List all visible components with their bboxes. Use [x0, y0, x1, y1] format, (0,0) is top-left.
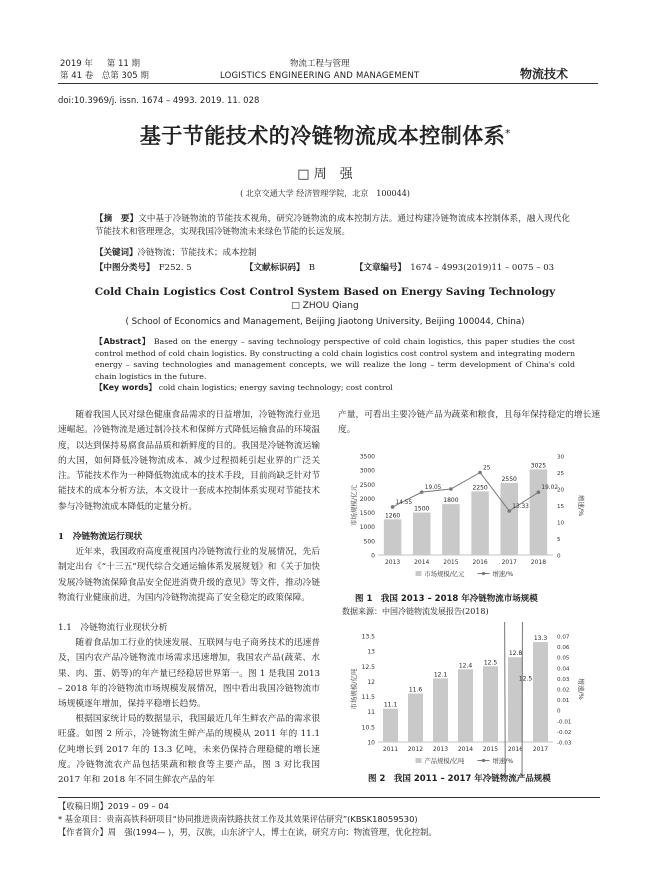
legend-bar-swatch [416, 571, 422, 576]
article-no [355, 262, 554, 275]
title-footnote-mark: * [505, 128, 511, 140]
bar [501, 483, 519, 555]
keywords-en-text: cold chain logistics; energy saving technology; cost control [158, 383, 393, 392]
legend-line-marker [482, 759, 485, 762]
legend-bar-label: 市场规模/亿元 [424, 571, 465, 578]
bar [483, 666, 498, 742]
x-tick-label: 2016 [507, 746, 524, 753]
affiliation: ( 北京交通大学 经济管理学院，北京 100044) [240, 189, 410, 198]
y-right-tick-label: 5 [557, 537, 561, 543]
y-right-tick-label: 0.02 [557, 687, 570, 694]
section-heading-1-1: 1.1 冷链物流行业现状分析 [58, 623, 168, 633]
doi: doi:10.3969/j. issn. 1674 – 4993. 2019. 11. 028 [58, 96, 260, 106]
y-right-tick-label: -0.03 [557, 740, 572, 747]
clc-label: 【中图分类号】 [95, 263, 151, 273]
footnote-rule [58, 797, 600, 798]
received-date: 【收稿日期】2019 – 09 – 04 [58, 801, 169, 811]
x-tick-label: 2014 [457, 746, 474, 753]
bar [533, 642, 548, 742]
legend-line-marker [482, 572, 485, 575]
y-left-tick-label: 0 [371, 552, 375, 560]
y-left-tick-label: 12 [367, 678, 375, 686]
x-tick-label: 2017 [532, 746, 549, 753]
y-left-tick-label: 13 [367, 648, 375, 656]
keywords-en-label: 【Key words】 [95, 383, 157, 392]
growth-point [391, 505, 395, 509]
abstract-en-text: Based on the energy – saving technology perspective of cold chain logistics, this paper studies the cost control method of cold chain logistics. By constructing a cold chain logistics cost control system and integrating modern energy – saving technologies and management concepts, we will realize the long – term development of China's cold chain logistics in the future. [95, 337, 575, 381]
x-tick-label: 2018 [530, 559, 547, 566]
bar-data-label: 12.1 [433, 671, 448, 679]
footnotes [58, 800, 437, 839]
figure-1-plot [349, 454, 586, 579]
y-left-tick-label: 1000 [359, 524, 375, 532]
y-right-tick-label: 0.07 [557, 634, 570, 641]
growth-data-label: 25 [483, 465, 491, 472]
keywords-cn-text: 冷链物流；节能技术；成本控制 [137, 248, 257, 258]
x-tick-label: 2015 [443, 559, 459, 566]
abstract-en [95, 336, 575, 382]
y-left-tick-label: 11.5 [361, 694, 375, 702]
y-left-tick-label: 12.5 [361, 663, 375, 671]
y-right-tick-label: 0 [557, 708, 561, 715]
issue-line: 2019 年 第 11 期 [60, 59, 140, 69]
y-right-tick-label: 0 [557, 553, 561, 560]
y-left-tick-label: 3000 [359, 467, 375, 475]
y-right-tick-label: 10 [557, 520, 565, 527]
article-no-label: 【文章编号】 [355, 263, 402, 273]
journal-en: LOGISTICS ENGINEERING AND MANAGEMENT [220, 71, 420, 81]
header-rule [58, 83, 598, 84]
bar-data-label: 13.3 [533, 635, 548, 643]
growth-point [420, 490, 424, 494]
y-right-axis-title: 增速/% [577, 494, 585, 517]
column-name: 物流技术 [520, 67, 569, 81]
growth-point [507, 509, 511, 513]
legend-bar-swatch [416, 758, 422, 763]
growth-point [449, 487, 453, 491]
bar-data-label: 2550 [501, 475, 517, 483]
y-right-tick-label: 0.05 [557, 655, 570, 662]
bar [384, 519, 402, 555]
bar [383, 709, 398, 742]
bar-data-label: 11.6 [408, 686, 423, 694]
y-right-tick-label: 25 [557, 471, 565, 477]
bar [458, 669, 473, 742]
bar-data-label: 12.5 [518, 675, 533, 683]
x-tick-label: 2017 [501, 559, 517, 566]
section-heading-1: 1 冷链物流运行现状 [58, 532, 143, 542]
figure-2-plot [349, 622, 586, 777]
y-right-tick-label: 15 [557, 504, 565, 510]
bar [508, 657, 523, 742]
bar [442, 504, 460, 555]
y-right-tick-label: 20 [557, 487, 565, 494]
bar-data-label: 12.4 [458, 662, 473, 670]
x-tick-label: 2013 [384, 559, 401, 566]
bar-data-label: 1260 [384, 512, 401, 520]
y-right-tick-label: 0.03 [557, 676, 570, 683]
legend-line-label: 增速/% [492, 758, 514, 765]
y-left-axis-title: 市场规模/亿元 [350, 484, 358, 527]
abstract-cn-label: 【摘 要】 [95, 214, 139, 224]
title-block [0, 120, 650, 150]
bar-data-label: 1500 [414, 505, 430, 513]
paragraph-4: 根据国家统计局的数据显示，我国最近几年生鲜农产品的需求很旺盛。如图 2 所示，冷链物流生鲜产品的规模从 2011 年的 11.1 亿吨增长到 2017 年的 13.3 亿吨，未来仍保持合理稳健的增长速度。冷链物流农产品包括果蔬和粮食等主要产品，图 3 对比我国 2017 年和 2018 年不同生鲜农产品的年 [58, 714, 320, 786]
x-tick-label: 2014 [414, 559, 430, 566]
volume-line: 第 41 卷 总第 305 期 [60, 71, 149, 81]
doc-code [245, 262, 315, 275]
bar-data-label: 12.8 [508, 650, 523, 658]
y-right-tick-label: 30 [557, 454, 565, 461]
bar [433, 678, 448, 742]
y-right-axis-title: 增速/% [577, 678, 585, 700]
clc [95, 262, 192, 275]
author: □ 周 强 [297, 167, 353, 182]
growth-data-label: 13.33 [512, 504, 529, 511]
bar-data-label: 11.1 [383, 701, 398, 709]
growth-data-label: 19.02 [541, 485, 559, 492]
journal-cn: 物流工程与管理 [290, 59, 350, 69]
bar [413, 513, 431, 555]
y-left-tick-label: 2500 [359, 481, 375, 489]
article-no-value: 1674 – 4993(2019)11 – 0075 – 03 [410, 263, 555, 273]
growth-data-label: 19.05 [424, 485, 442, 492]
y-left-axis-title: 市场规模/亿吨 [350, 668, 358, 710]
growth-point [537, 490, 541, 494]
keywords-cn [95, 247, 257, 260]
keywords-cn-label: 【关键词】 [95, 248, 138, 258]
y-right-tick-label: 0.06 [557, 645, 570, 652]
x-tick-label: 2016 [472, 559, 488, 566]
y-left-tick-label: 13.5 [361, 633, 375, 641]
bar-data-label: 1800 [443, 497, 459, 505]
paragraph-right-top: 产量，可看出主要冷链产品为蔬菜和粮食，且每年保持稳定的增长速度。 [338, 410, 600, 436]
x-tick-label: 2015 [482, 746, 499, 753]
bar-data-label: 3025 [530, 462, 547, 470]
paragraph-1: 随着我国人民对绿色健康食品需求的日益增加，冷链物流行业迅速崛起。冷链物流是通过制冷技术和保鲜方式降低运输食品的环境温度，以达到保持易腐食品品质和新鲜度的目的。我国是冷链物流运输的大国，如何降低冷链物流成本、减少过程损耗引起业界的广泛关注。节能技术作为一种降低物流成本的技术手段，目前尚缺乏针对节能技术的成本分析方法，本文设计一套成本控制体系实现对节能技术参与冷链物流成本降低的定量分析。 [58, 410, 320, 512]
page-title: 基于节能技术的冷链物流成本控制体系 [139, 123, 506, 148]
bar [530, 469, 548, 555]
abstract-en-label: 【Abstract】 [95, 337, 151, 346]
y-left-tick-label: 500 [363, 538, 375, 546]
bar-data-label: 2250 [472, 484, 488, 492]
x-tick-label: 2013 [432, 746, 449, 753]
growth-data-label: 14.55 [395, 499, 413, 506]
affiliation-en: ( School of Economics and Management, Beijing Jiaotong University, Beijing 100044, China) [125, 317, 525, 327]
clc-value: F252. 5 [158, 263, 192, 273]
growth-point [478, 471, 482, 475]
y-left-tick-label: 11 [367, 709, 375, 717]
doc-code-value: B [308, 263, 316, 273]
bar [408, 694, 423, 742]
figure-1-caption: 图 1 我国 2013 – 2018 年冷链物流市场规模 [355, 594, 538, 604]
paragraph-3: 随着食品加工行业的快速发展、互联网与电子商务技术的迅速普及，国内农产品冷链物流市场需求迅速增加，我国农产品(蔬菜、水果、肉、蛋、奶等)的年产量已经稳居世界第一。图 1 是我国 2013 – 2018 年的冷链物流市场规模发展情况，图中看出我国冷链物流市场规模逐年增加，保持平稳增长趋势。 [58, 638, 320, 710]
paragraph-2: 近年来，我国政府高度重视国内冷链物流行业的发展情况，先后制定出台《“十三五”现代综合交通运输体系发展规划》和《关于加快发展冷链物流保障食品安全促进消费升级的意见》等文件，推动冷链物流行业健康前进，为国内冷链物流提高了安全稳定的政策保障。 [58, 547, 320, 603]
title-en: Cold Chain Logistics Cost Control System Based on Energy Saving Technology [94, 286, 556, 298]
author-bio: 【作者简介】周 强(1994— )，男，汉族，山东济宁人，博士在读，研究方向：物流管理，优化控制。 [58, 827, 437, 837]
y-left-tick-label: 2000 [359, 495, 375, 503]
y-left-tick-label: 3500 [359, 453, 375, 461]
x-tick-label: 2012 [407, 746, 424, 753]
abstract-cn [95, 213, 570, 239]
figure-2-chart [338, 622, 600, 777]
abstract-cn-text: 文中基于冷链物流的节能技术视角，研究冷链物流的成本控制方法。通过构建冷链物流成本控制体系，融入现代化节能技术和管理理念，实现我国冷链物流未来绿色节能的长远发展。 [95, 214, 570, 237]
figure-2-caption: 图 2 我国 2011 – 2017 年冷链物流产品规模 [368, 774, 551, 784]
fund-note: * 基金项目：贵南高铁科研项目“协同推进贵南铁路扶贫工作及其效果评估研究”(KBSK18059530) [58, 814, 418, 824]
y-left-tick-label: 1500 [359, 510, 375, 518]
figure-1-chart [338, 440, 600, 590]
bar-data-label: 12.5 [483, 659, 498, 667]
y-left-tick-label: 10.5 [361, 724, 375, 732]
keywords-en [95, 382, 393, 394]
x-tick-label: 2011 [382, 746, 399, 753]
figure-1-source: 数据来源：中国冷链物流发展报告(2018) [342, 607, 489, 616]
y-right-tick-label: 0.04 [557, 666, 570, 673]
legend-line-label: 增速/% [492, 571, 514, 578]
y-right-tick-label: -0.01 [557, 719, 572, 726]
author-en: □ ZHOU Qiang [291, 301, 359, 311]
bar [471, 491, 489, 555]
y-left-tick-label: 10 [367, 739, 375, 747]
y-right-tick-label: 0.01 [557, 698, 570, 705]
legend-bar-label: 产品规模/亿吨 [424, 758, 465, 765]
doc-code-label: 【文献标识码】 [245, 263, 301, 273]
y-right-tick-label: -0.02 [557, 729, 572, 736]
